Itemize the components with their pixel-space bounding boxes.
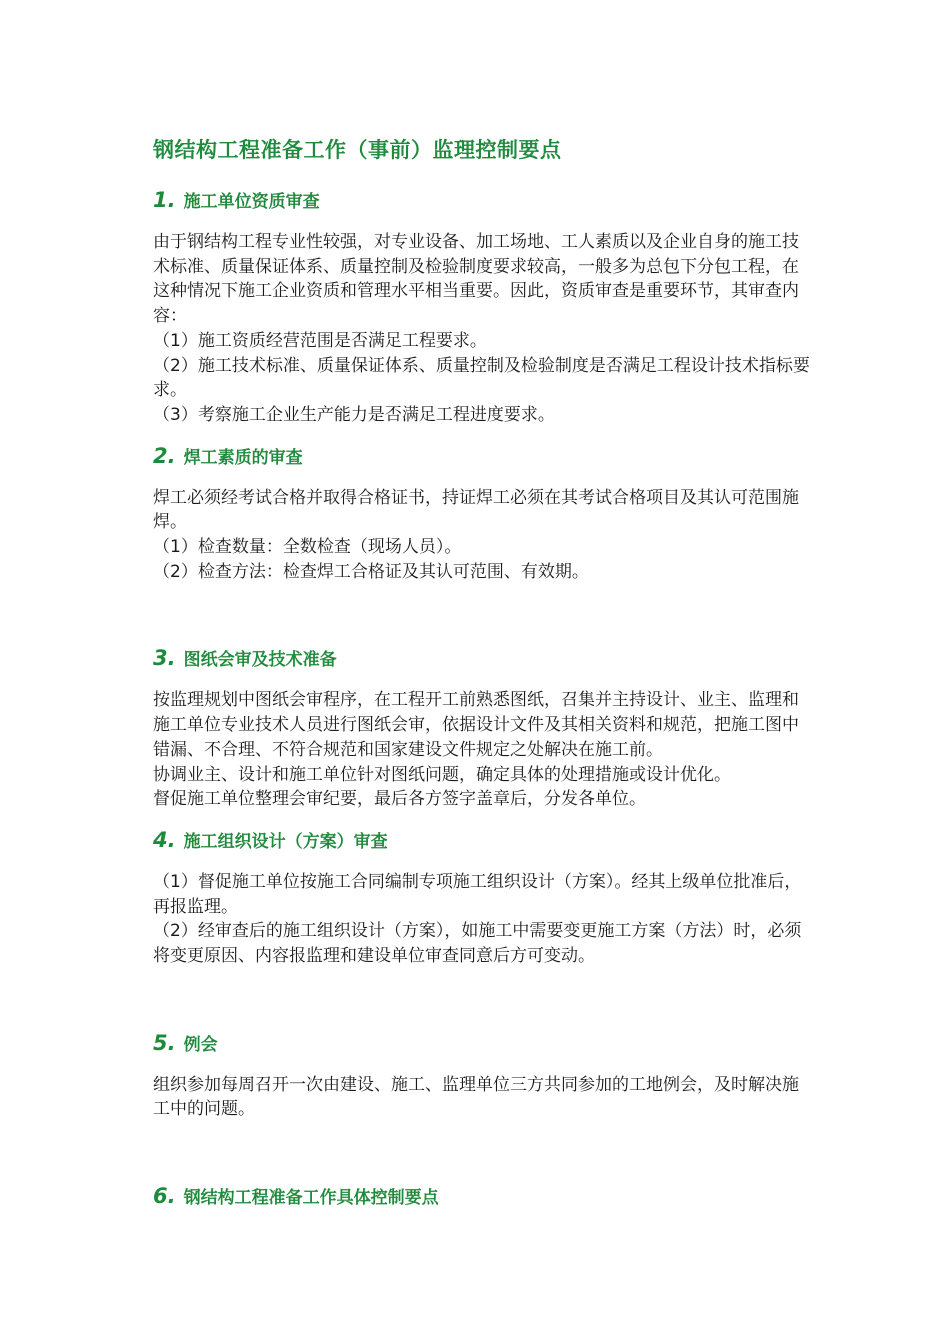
paragraph: （2）经审查后的施工组织设计（方案），如施工中需要变更施工方案（方法）时，必须将变更原因、内容报监理和建设单位审查同意后方可变动。 (153, 921, 802, 967)
paragraph: 按监理规划中图纸会审程序，在工程开工前熟悉图纸，召集并主持设计、业主、监理和施工单位专业技术人员进行图纸会审，依据设计文件及其相关资料和规范，把施工图中错漏、不合理、不符合规范和国家建设文件规定之处解决在施工前。 (153, 690, 799, 760)
section-heading-text: 施工组织设计（方案）审查 (183, 831, 388, 852)
paragraph: （1）督促施工单位按施工合同编制专项施工组织设计（方案）。经其上级单位批准后，再报监理。 (153, 871, 802, 917)
section-heading-text: 例会 (183, 1034, 218, 1055)
section-6 (153, 1184, 813, 1210)
section-1 (153, 188, 813, 428)
section-heading (153, 1031, 813, 1057)
section-number: 4. (153, 827, 176, 852)
section-heading-text: 图纸会审及技术准备 (183, 650, 337, 671)
section-heading (153, 646, 813, 672)
paragraph: 焊工必须经考试合格并取得合格证书，持证焊工必须在其考试合格项目及其认可范围施焊。 (153, 487, 799, 533)
section-heading (153, 444, 813, 470)
section-3 (153, 646, 813, 812)
section-number: 3. (153, 646, 176, 671)
paragraph: 督促施工单位整理会审纪要，最后各方签字盖章后，分发各单位。 (153, 789, 646, 810)
section-number: 1. (153, 188, 176, 212)
paragraph: 由于钢结构工程专业性较强，对专业设备、加工场地、工人素质以及企业自身的施工技术标准、质量保证体系、质量控制及检验制度要求较高，一般多为总包下分包工程，在这种情况下施工企业资质和管理水平相当重要。因此，资质审查是重要环节，其审查内容： (153, 232, 799, 327)
paragraph: 组织参加每周召开一次由建设、施工、监理单位三方共同参加的工地例会，及时解决施工中的问题。 (153, 1074, 799, 1120)
page-title: 钢结构工程准备工作（事前）监理控制要点 (153, 138, 562, 162)
section-heading-text: 施工单位资质审查 (183, 192, 320, 212)
section-heading (153, 1184, 813, 1210)
section-heading-text: 焊工素质的审查 (183, 447, 303, 468)
section-number: 2. (153, 443, 176, 468)
section-2 (153, 444, 813, 585)
paragraph: （1）检查数量：全数检查（现场人员）。 (153, 537, 462, 558)
section-heading (153, 188, 813, 214)
paragraph: 协调业主、设计和施工单位针对图纸问题，确定具体的处理措施或设计优化。 (153, 764, 731, 785)
section-number: 5. (153, 1030, 176, 1055)
document-page (153, 136, 813, 1226)
paragraph: （1）施工资质经营范围是否满足工程要求。 (153, 330, 487, 351)
paragraph: （2）施工技术标准、质量保证体系、质量控制及检验制度是否满足工程设计技术指标要求。 (153, 355, 810, 401)
section-5 (153, 1031, 813, 1122)
section-4 (153, 828, 813, 969)
section-heading-text: 钢结构工程准备工作具体控制要点 (183, 1188, 439, 1209)
paragraph: （3）考察施工企业生产能力是否满足工程进度要求。 (153, 404, 555, 425)
section-number: 6. (153, 1184, 176, 1209)
paragraph: （2）检查方法：检查焊工合格证及其认可范围、有效期。 (153, 561, 589, 582)
section-heading (153, 828, 813, 854)
